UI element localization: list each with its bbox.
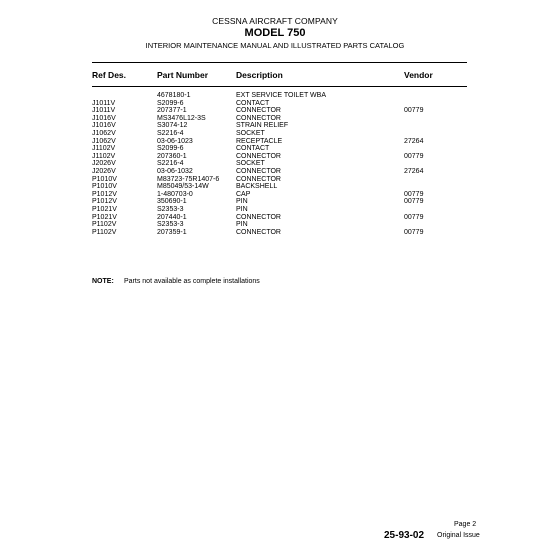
table-row	[0, 206, 550, 214]
part-number-cell: M83723-75R1407-6	[157, 175, 220, 183]
ref-des-cell: J1062V	[92, 137, 116, 145]
vendor-cell: 00779	[404, 228, 424, 236]
ref-des-cell: P1012V	[92, 198, 117, 206]
vendor-cell: 00779	[404, 152, 424, 160]
description-cell: EXT SERVICE TOILET WBA	[236, 92, 326, 99]
page-number: Page 2	[454, 521, 477, 528]
ref-des-cell: P1021V	[92, 205, 117, 213]
table-row	[0, 107, 550, 115]
table-row	[0, 191, 550, 199]
ref-des-cell: J2026V	[92, 167, 116, 175]
part-number-cell: S2353-3	[157, 205, 184, 213]
part-number-cell: S2353-3	[157, 221, 184, 229]
vendor-cell: 00779	[404, 213, 424, 221]
part-number-cell: MS3476L12-3S	[157, 114, 206, 122]
chapter-code: 25-93-02	[384, 530, 425, 541]
ref-des-cell: P1010V	[92, 183, 117, 191]
column-header-ref-des: Ref Des.	[92, 70, 127, 80]
ref-des-cell: J1102V	[92, 145, 116, 153]
ref-des-cell: J1011V	[92, 107, 116, 115]
issue-status: Original Issue	[437, 532, 480, 539]
description-cell: CONTACT	[236, 99, 270, 107]
ref-des-cell: J1016V	[92, 122, 116, 130]
column-header-description: Description	[236, 70, 283, 80]
vendor-cell: 00779	[404, 107, 424, 115]
part-number-cell: 207359-1	[157, 228, 187, 236]
company-name: CESSNA AIRCRAFT COMPANY	[212, 16, 338, 26]
table-row	[0, 183, 550, 191]
manual-title: INTERIOR MAINTENANCE MANUAL AND ILLUSTRATED PARTS CATALOG	[145, 41, 405, 50]
vendor-cell: 00779	[404, 190, 424, 198]
part-number-cell: M85049/53-14W	[157, 183, 209, 191]
ref-des-cell: J1062V	[92, 129, 116, 137]
ref-des-cell: J2026V	[92, 160, 116, 168]
table-row	[0, 176, 550, 184]
vendor-cell: 00779	[404, 198, 424, 206]
ref-des-cell: J1016V	[92, 114, 116, 122]
note-label: NOTE:	[92, 278, 114, 285]
table-row	[0, 153, 550, 161]
description-cell: CONNECTOR	[236, 175, 281, 183]
parts-table-body	[0, 92, 550, 236]
description-cell: PIN	[236, 198, 248, 206]
table-row	[0, 115, 550, 123]
description-cell: SOCKET	[236, 160, 265, 168]
ref-des-cell: J1011V	[92, 99, 116, 107]
description-cell: STRAIN RELIEF	[236, 122, 289, 130]
table-row	[0, 160, 550, 168]
part-number-cell: 350690-1	[157, 198, 187, 206]
description-cell: RECEPTACLE	[236, 137, 283, 145]
note-text: Parts not available as complete installations	[124, 278, 260, 285]
table-row	[0, 122, 550, 130]
table-row	[0, 229, 550, 237]
part-number-cell: 03-06-1023	[157, 137, 193, 145]
description-cell: CONNECTOR	[236, 228, 281, 236]
table-row	[0, 138, 550, 146]
part-number-cell: S2099-6	[157, 99, 184, 107]
table-row	[0, 221, 550, 229]
description-cell: CONNECTOR	[236, 213, 281, 221]
ref-des-cell: P1021V	[92, 213, 117, 221]
table-row	[0, 145, 550, 153]
part-number-cell: 1-480703-0	[157, 190, 193, 198]
ref-des-cell: P1102V	[92, 221, 117, 229]
table-top-rule	[92, 62, 467, 63]
part-number-cell: 03-06-1032	[157, 167, 193, 175]
vendor-cell: 27264	[404, 167, 424, 175]
column-header-vendor: Vendor	[404, 70, 433, 80]
table-row	[0, 198, 550, 206]
description-cell: CONTACT	[236, 145, 270, 153]
part-number-cell: 207440-1	[157, 213, 187, 221]
column-header-part-number: Part Number	[157, 70, 209, 80]
description-cell: SOCKET	[236, 129, 265, 137]
part-number-cell: S2216-4	[157, 160, 184, 168]
model-title: MODEL 750	[244, 27, 306, 39]
description-cell: CONNECTOR	[236, 114, 281, 122]
part-number-cell: 207377-1	[157, 107, 187, 115]
part-number-cell: S2099-6	[157, 145, 184, 153]
table-row	[0, 130, 550, 138]
table-row	[0, 168, 550, 176]
part-number-cell: S2216-4	[157, 129, 184, 137]
description-cell: BACKSHELL	[236, 183, 278, 191]
ref-des-cell: P1012V	[92, 190, 117, 198]
table-row	[0, 214, 550, 222]
description-cell: PIN	[236, 221, 248, 229]
part-number-cell: 207360-1	[157, 152, 187, 160]
description-cell: CONNECTOR	[236, 107, 281, 115]
vendor-cell: 27264	[404, 137, 424, 145]
table-header-rule	[92, 86, 467, 87]
table-row	[0, 92, 550, 100]
part-number-cell: S3074-12	[157, 122, 188, 130]
note	[92, 278, 260, 285]
description-cell: PIN	[236, 205, 248, 213]
ref-des-cell: J1102V	[92, 152, 116, 160]
part-number-cell: 4678180-1	[157, 92, 191, 99]
description-cell: CONNECTOR	[236, 152, 281, 160]
ref-des-cell: P1010V	[92, 175, 117, 183]
description-cell: CONNECTOR	[236, 167, 281, 175]
table-row	[0, 100, 550, 108]
ref-des-cell: P1102V	[92, 228, 117, 236]
description-cell: CAP	[236, 190, 251, 198]
